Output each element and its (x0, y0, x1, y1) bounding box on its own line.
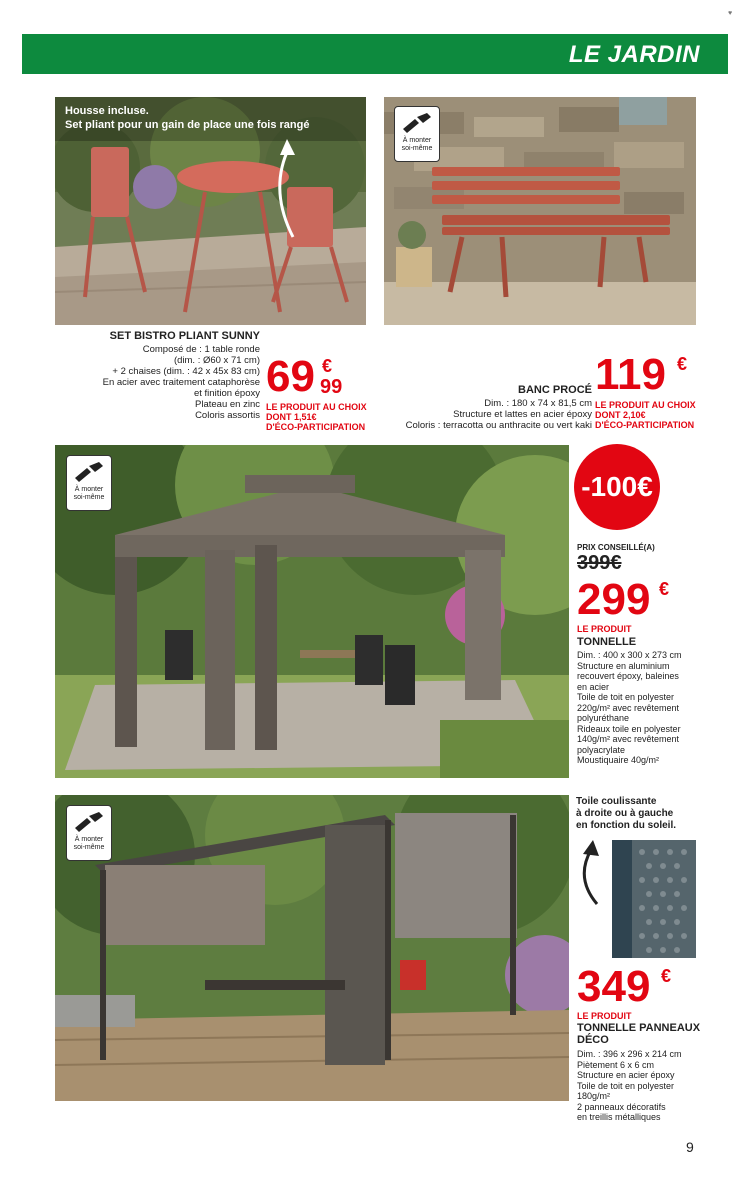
bistro-price-cents: 99 (320, 376, 343, 398)
assembly-badge-line2: soi-même (73, 494, 105, 501)
bistro-eco-line1: DONT 1,51€ (266, 412, 317, 422)
pergola-photo (55, 795, 569, 1101)
bench-desc-line: Dim. : 180 x 74 x 81,5 cm (484, 398, 592, 409)
recommended-price: 399€ (577, 552, 622, 574)
pergola-description (577, 1049, 682, 1123)
bistro-desc-line: En acier avec traitement cataphorèse (102, 377, 260, 388)
gazebo-desc-line: recouvert époxy, baleines (577, 671, 679, 681)
pergola-desc-line: en treillis métalliques (577, 1112, 661, 1122)
pergola-title-line2: DÉCO (577, 1034, 609, 1046)
bistro-caption-line1: Housse incluse. (65, 105, 149, 117)
bistro-price-int: 69 (266, 352, 315, 401)
pergola-desc-line: Piètement 6 x 6 cm (577, 1059, 655, 1070)
bench-title: BANC PROCÉ (518, 384, 592, 396)
corner-mark: ♥ (728, 10, 733, 17)
recommended-price-label: PRIX CONSEILLÉ(A) (577, 543, 655, 552)
assembly-badge-bench (394, 106, 440, 162)
gazebo-desc-line: Rideaux toile en polyester (577, 723, 681, 734)
assembly-badge-line2: soi-même (73, 844, 105, 851)
bench-desc-line: Structure et lattes en acier époxy (453, 409, 592, 420)
pergola-desc-line: Dim. : 396 x 296 x 214 cm (577, 1049, 682, 1059)
bench-price (595, 350, 705, 399)
bistro-price-currency: € (322, 356, 333, 376)
gazebo-price-currency: € (659, 579, 670, 599)
pergola-desc-line: 180g/m² (577, 1091, 611, 1101)
bistro-description (40, 344, 260, 421)
sliding-canvas-caption (576, 796, 676, 832)
gazebo-image (55, 445, 569, 778)
bench-desc-line: Coloris : terracotta ou anthracite ou vert kaki (405, 420, 592, 431)
pergola-price (577, 962, 687, 1011)
gazebo-title: TONNELLE (577, 636, 637, 648)
bistro-desc-line: + 2 chaises (dim. : 42 x 45x 83 cm) (112, 366, 260, 377)
curved-arrow-icon (573, 838, 607, 910)
bistro-desc-line: Coloris assortis (195, 410, 260, 421)
bistro-price (266, 352, 366, 401)
gazebo-desc-line: 220g/m² avec revêtement (577, 702, 680, 713)
bench-label-product: LE PRODUIT AU CHOIX (595, 400, 696, 410)
sliding-caption-line: Toile coulissante (576, 796, 657, 807)
pergola-price-currency: € (661, 966, 672, 986)
bistro-eco-line2: D'ÉCO-PARTICIPATION (266, 422, 366, 432)
sliding-caption-line: à droite ou à gauche (576, 808, 674, 819)
page-number: 9 (686, 1139, 694, 1155)
bistro-desc-line: (dim. : Ø60 x 71 cm) (173, 355, 260, 366)
gazebo-photo (55, 445, 569, 778)
bistro-desc-line: Plateau en zinc (195, 399, 260, 410)
section-banner (22, 34, 728, 74)
gazebo-label-product: LE PRODUIT (577, 624, 632, 634)
gazebo-desc-line: Structure en aluminium (577, 660, 670, 671)
assembly-badge-gazebo (66, 455, 112, 511)
gazebo-price-int: 299 (577, 575, 651, 624)
sliding-caption-line: en fonction du soleil. (576, 820, 676, 831)
bistro-label-product: LE PRODUIT AU CHOIX (266, 402, 367, 412)
gazebo-desc-line: polyacrylate (577, 744, 626, 755)
bench-eco-line1: DONT 2,10€ (595, 410, 646, 420)
bistro-desc-line: et finition époxy (193, 388, 260, 399)
assembly-badge-line2: soi-même (401, 145, 433, 152)
gazebo-description (577, 650, 682, 766)
pergola-desc-line: 2 panneaux décoratifs (577, 1101, 666, 1112)
gazebo-desc-line: Moustiquaire 40g/m² (577, 755, 660, 765)
bistro-desc-line: Composé de : 1 table ronde (142, 344, 260, 355)
gazebo-desc-line: en acier (577, 681, 610, 692)
pergola-desc-line: Toile de toit en polyester (577, 1080, 675, 1091)
gazebo-desc-line: polyuréthane (577, 713, 630, 723)
assembly-badge-line1: À monter (74, 486, 104, 493)
bistro-caption-line2: Set pliant pour un gain de place une fois rangé (65, 119, 310, 131)
pergola-label-product: LE PRODUIT (577, 1011, 632, 1021)
pergola-price-int: 349 (577, 962, 651, 1011)
panel-detail-photo (612, 840, 696, 958)
discount-badge: -100€ (574, 444, 660, 530)
gazebo-desc-line: Toile de toit en polyester (577, 692, 675, 702)
gazebo-desc-line: 140g/m² avec revêtement (577, 734, 680, 744)
bench-eco-line2: D'ÉCO-PARTICIPATION (595, 420, 695, 430)
panel-detail-image (612, 840, 696, 958)
bistro-title: SET BISTRO PLIANT SUNNY (109, 330, 260, 342)
bistro-set-photo (55, 97, 366, 325)
assembly-badge-line1: À monter (74, 836, 104, 843)
pergola-image (55, 795, 569, 1101)
hand-tool-icon (67, 810, 111, 836)
pergola-desc-line: Structure en acier époxy (577, 1070, 675, 1080)
bench-price-int: 119 (595, 350, 666, 399)
pergola-title-line1: TONNELLE PANNEAUX (577, 1022, 701, 1034)
hand-tool-icon (67, 460, 111, 486)
bench-description (352, 398, 592, 431)
bench-price-currency: € (677, 354, 688, 374)
hand-tool-icon (395, 111, 439, 137)
assembly-badge-line1: À monter (402, 137, 432, 144)
assembly-badge-pergola (66, 805, 112, 861)
banner-title: LE JARDIN (568, 41, 700, 68)
gazebo-desc-line: Dim. : 400 x 300 x 273 cm (577, 650, 682, 660)
gazebo-price (577, 575, 687, 624)
